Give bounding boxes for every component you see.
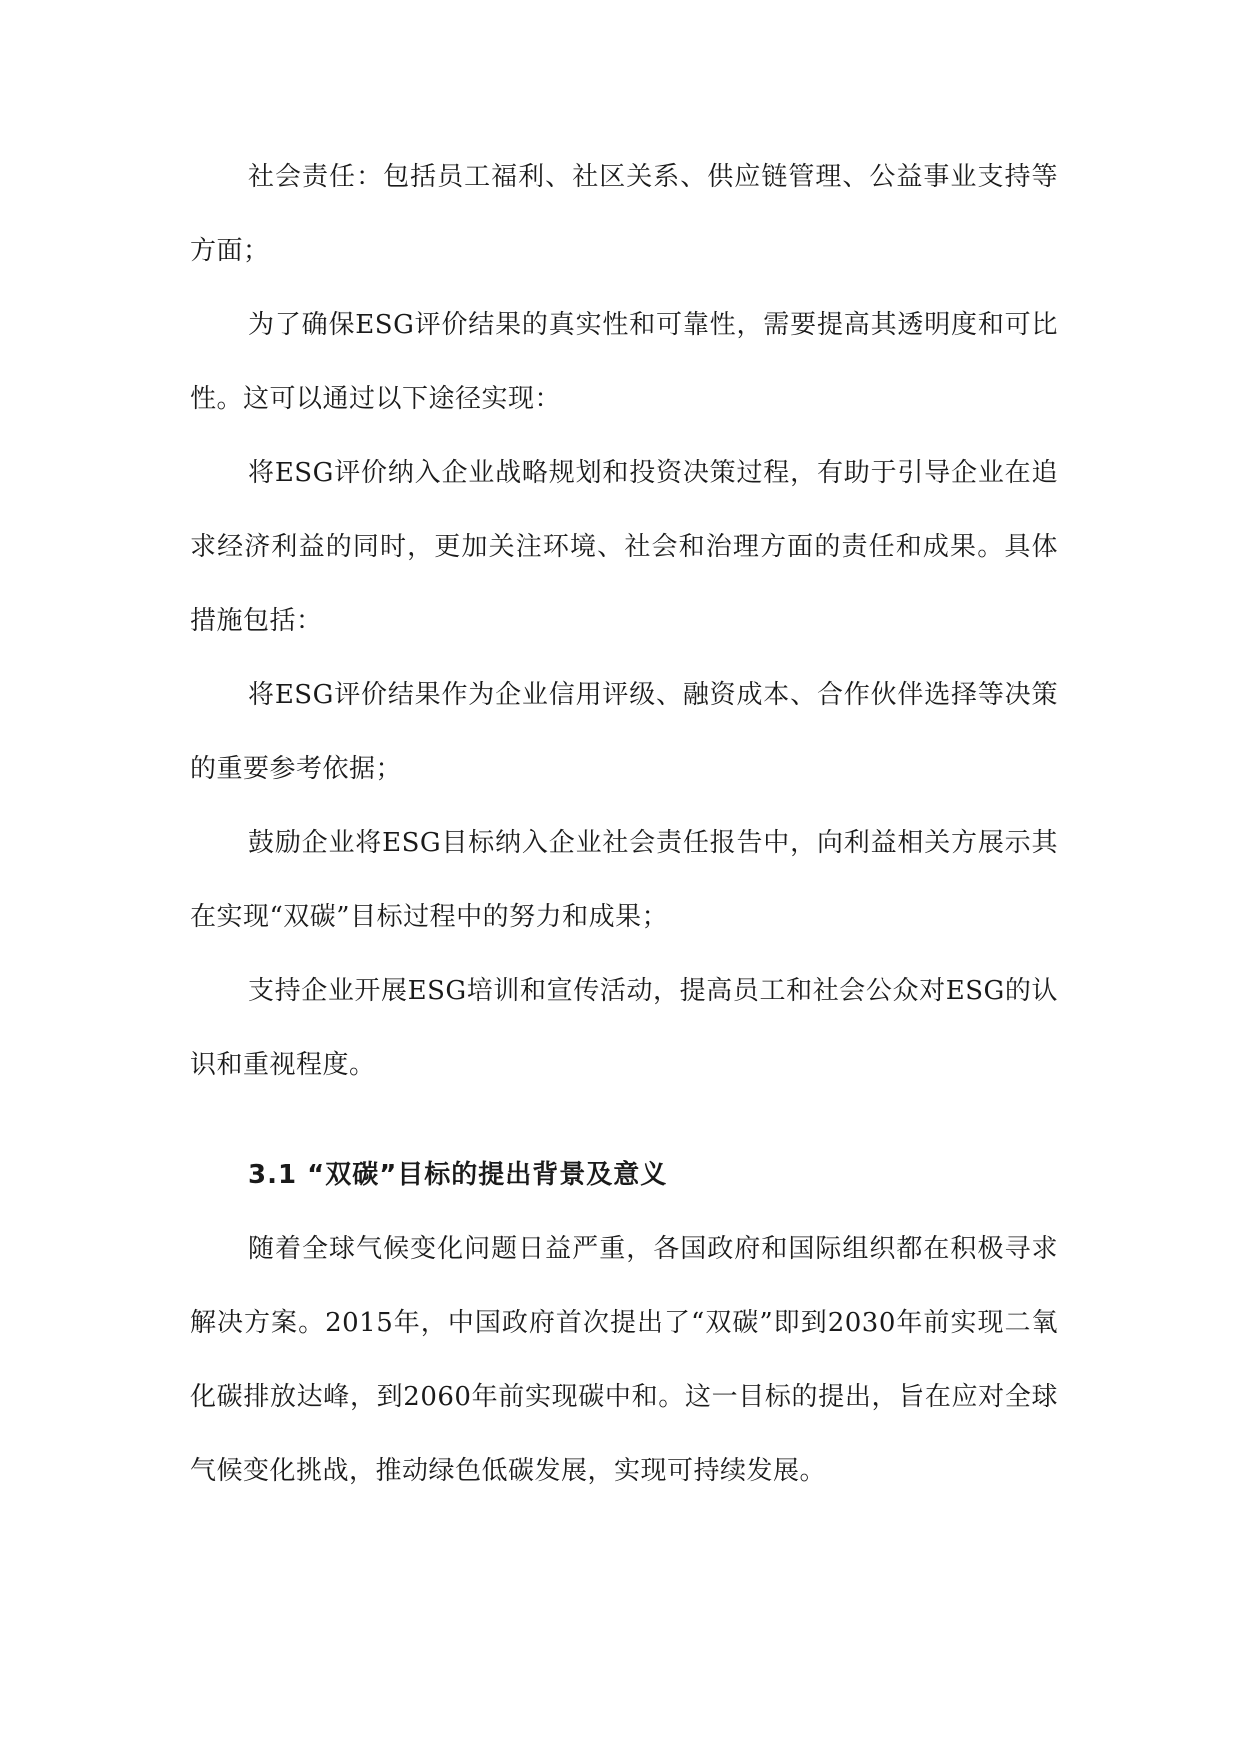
paragraph-transparency: 为了确保ESG评价结果的真实性和可靠性，需要提高其透明度和可比性。这可以通过以下途径实现：	[190, 310, 1058, 414]
section-heading: 3.1 “双碳”目标的提出背景及意义	[248, 1160, 668, 1190]
paragraph-measure-credit-rating: 将ESG评价结果作为企业信用评级、融资成本、合作伙伴选择等决策的重要参考依据；	[190, 680, 1058, 784]
paragraph-social-responsibility: 社会责任：包括员工福利、社区关系、供应链管理、公益事业支持等方面；	[190, 162, 1058, 266]
paragraph-dual-carbon-background: 随着全球气候变化问题日益严重，各国政府和国际组织都在积极寻求解决方案。2015年，中国政府首次提出了“双碳”即到2030年前实现二氧化碳排放达峰，到2060年前实现碳中和。这一目标的提出，旨在应对全球气候变化挑战，推动绿色低碳发展，实现可持续发展。	[190, 1234, 1058, 1486]
document-body	[190, 140, 1058, 1508]
paragraph-measure-csr-report: 鼓励企业将ESG目标纳入企业社会责任报告中，向利益相关方展示其在实现“双碳”目标过程中的努力和成果；	[190, 828, 1058, 932]
paragraph-measure-training: 支持企业开展ESG培训和宣传活动，提高员工和社会公众对ESG的认识和重视程度。	[190, 976, 1058, 1080]
paragraph-strategy-integration: 将ESG评价纳入企业战略规划和投资决策过程，有助于引导企业在追求经济利益的同时，更加关注环境、社会和治理方面的责任和成果。具体措施包括：	[190, 458, 1058, 636]
